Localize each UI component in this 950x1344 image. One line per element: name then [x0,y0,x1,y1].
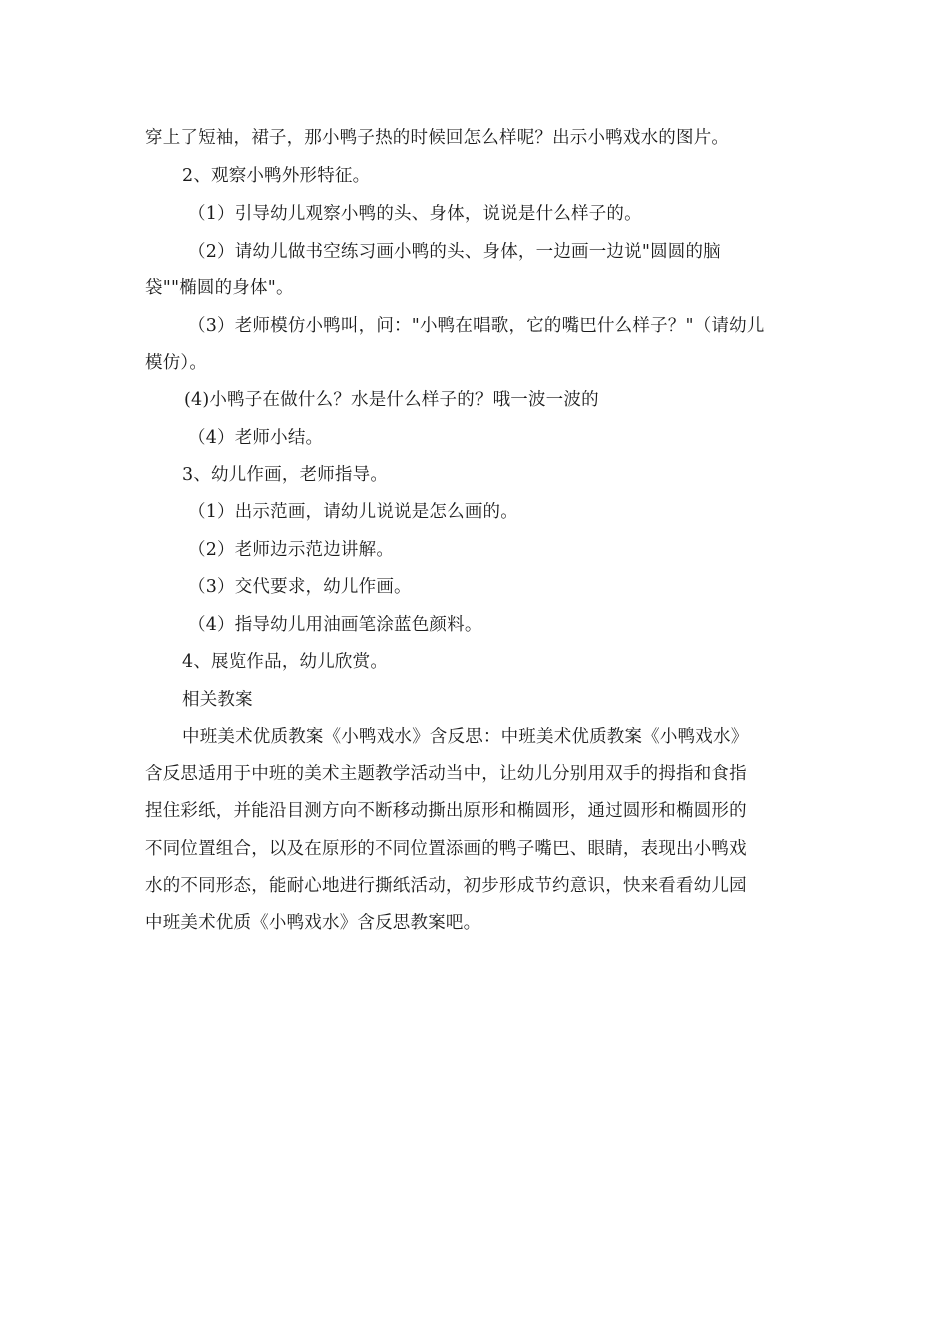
paragraph-line: 含反思适用于中班的美术主题教学活动当中，让幼儿分别用双手的拇指和食指 [145,764,747,784]
list-item: （4）指导幼儿用油画笔涂蓝色颜料。 [188,615,483,635]
paragraph-line: 水的不同形态，能耐心地进行撕纸活动，初步形成节约意识，快来看看幼儿园 [145,876,747,896]
list-item: （4）老师小结。 [188,428,324,448]
section-heading: 2、观察小鸭外形特征。 [182,166,371,186]
list-item: (4)小鸭子在做什么？水是什么样子的？哦一波一波的 [184,390,599,410]
paragraph-line: 不同位置组合，以及在原形的不同位置添画的鸭子嘴巴、眼睛，表现出小鸭戏 [145,839,747,859]
section-heading: 4、展览作品，幼儿欣赏。 [182,652,389,672]
paragraph-line: 中班美术优质《小鸭戏水》含反思教案吧。 [145,913,482,933]
section-heading: 3、幼儿作画，老师指导。 [182,465,389,485]
text-line: 模仿）。 [145,353,208,373]
paragraph-line: 中班美术优质教案《小鸭戏水》含反思：中班美术优质教案《小鸭戏水》 [182,727,749,747]
list-item: （2）老师边示范边讲解。 [188,540,395,560]
list-item: （3）交代要求，幼儿作画。 [188,577,412,597]
text-line: 袋""椭圆的身体"。 [145,278,294,298]
related-heading: 相关教案 [182,690,253,710]
list-item: （1）引导幼儿观察小鸭的头、身体，说说是什么样子的。 [188,204,642,224]
paragraph-line: 捏住彩纸，并能沿目测方向不断移动撕出原形和椭圆形，通过圆形和椭圆形的 [145,801,747,821]
text-line: 穿上了短袖，裙子，那小鸭子热的时候回怎么样呢？出示小鸭戏水的图片。 [145,128,730,148]
list-item: （1）出示范画，请幼儿说说是怎么画的。 [188,502,518,522]
list-item: （2）请幼儿做书空练习画小鸭的头、身体，一边画一边说"圆圆的脑 [188,242,721,262]
list-item: （3）老师模仿小鸭叫，问："小鸭在唱歌，它的嘴巴什么样子？"（请幼儿 [188,316,765,336]
